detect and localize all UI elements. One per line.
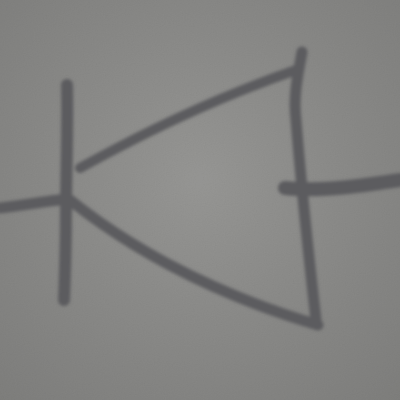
cathode-bar [64, 85, 67, 300]
